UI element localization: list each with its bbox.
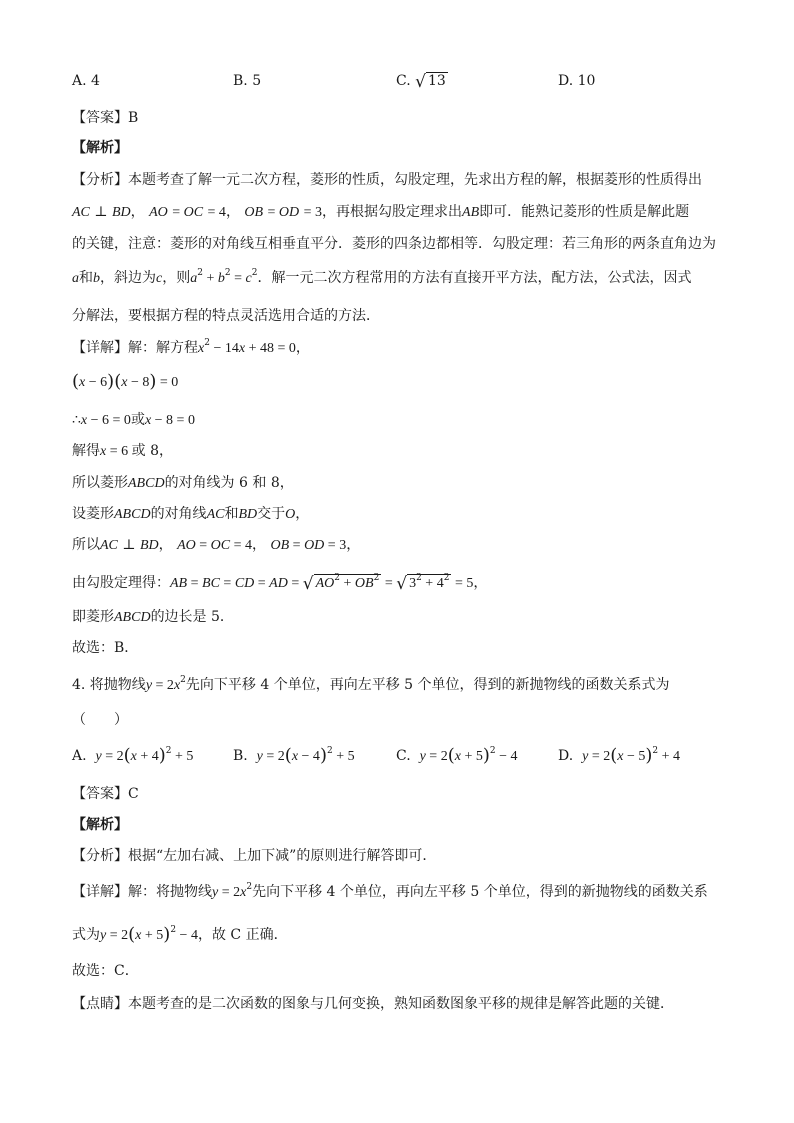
fenxi-line-5: 分解法，要根据方程的特点灵活选用合适的方法． <box>72 308 380 324</box>
fenxi-line-3: 的关键，注意：菱形的对角线互相垂直平分．菱形的四条边都相等．勾股定理：若三角形的两条直角边为 <box>72 236 716 252</box>
diagonal-line: 所以菱形ABCD的对角线为 6 和 8， <box>72 475 294 491</box>
intersection-line: 设菱形ABCD的对角线AC和BD交于O， <box>72 506 310 522</box>
option-c-label: C. <box>396 73 411 89</box>
q4-choose: 故选：C． <box>72 963 139 979</box>
q4-xiangjie-line-2: 式为$y = 2(x + 5)^2 - 4$，故 C 正确． <box>72 924 288 945</box>
q4-answer: 【答案】C <box>72 786 139 802</box>
sqrt-13: √ 13 <box>415 72 446 92</box>
option-a: A. 4 <box>72 73 100 89</box>
option-c <box>396 71 448 92</box>
perpendicular-line: 所以AC ⊥ BD， AO = OC = 4， OB = OD = 3， <box>72 537 361 553</box>
pythagoras-line: 由勾股定理得：AB = BC = CD = AD = √ $AO^2 + OB^2$ = √ $3^2 + 4^2 = 5$， <box>72 573 488 594</box>
option-d: D. 10 <box>558 73 596 89</box>
analysis-heading: 【解析】 <box>72 140 128 156</box>
fenxi-line-1: 【分析】本题考查了解一元二次方程，菱形的性质，勾股定理，先求出方程的解，根据菱形的性质得出 <box>72 172 702 188</box>
q4-fenxi: 【分析】根据“左加右减、上加下减”的原则进行解答即可． <box>72 848 437 864</box>
q4-dianjing: 【点睛】本题考查的是二次函数的图象与几何变换，熟知函数图象平移的规律是解答此题的关键． <box>72 996 674 1012</box>
side-length-line: 即菱形ABCD的边长是 5． <box>72 609 234 625</box>
q4-stem: 4. 将抛物线$y = 2x^2$先向下平移 4 个单位，再向左平移 5 个单位，得到的新抛物线的函数关系式为 <box>72 675 670 693</box>
q4-option-b: B. $y = 2(x - 4)^2 + 5$ <box>233 745 355 766</box>
q4-option-a: A. $y = 2(x + 4)^2 + 5$ <box>72 745 194 766</box>
option-b: B. 5 <box>233 73 262 89</box>
factored-equation: (x − 6)(x − 8) = 0 <box>72 371 179 392</box>
xiangjie-line-1: 【详解】解：解方程$x^2 - 14x + 48 = 0$， <box>72 338 310 356</box>
q4-option-d: D. $y = 2(x - 5)^2 + 4$ <box>558 745 681 766</box>
q4-xiangjie-line-1: 【详解】解：将抛物线$y = 2x^2$先向下平移 4 个单位，再向左平移 5 个单位，得到的新抛物线的函数关系 <box>72 882 708 900</box>
answer: 【答案】B <box>72 110 139 126</box>
solution-line: 解得x = 6 或 8， <box>72 443 173 459</box>
fenxi-line-4: a和b，斜边为c，则$a^2 + b^2 = c^2$．解一元二次方程常用的方法有直接开平方法，配方法，公式法，因式 <box>72 268 692 286</box>
q4-analysis-heading: 【解析】 <box>72 817 128 833</box>
fenxi-line-2: AC ⊥ BD， AO = OC = 4， OB = OD = 3，再根据勾股定理求出AB即可．能熟记菱形的性质是解此题 <box>72 204 690 220</box>
q3-choose: 故选：B． <box>72 640 139 656</box>
q4-option-c: C. $y = 2(x + 5)^2 - 4$ <box>396 745 518 766</box>
q4-paren: （ ） <box>72 712 128 728</box>
roots-line: ∴x − 6 = 0或x − 8 = 0 <box>72 412 195 428</box>
